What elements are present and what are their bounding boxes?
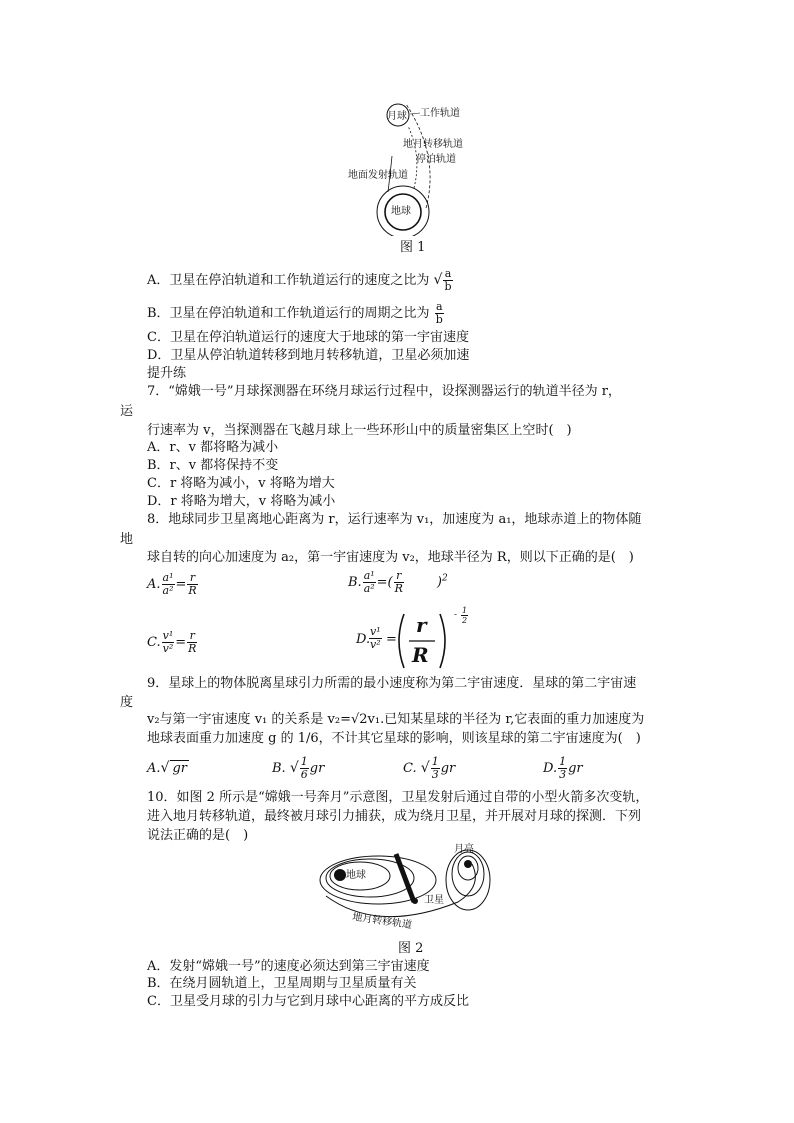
q8-option-a: A. $\frac{\text{a¹}}{\text{a²}}$ = $\frac{r}{R}$ <box>147 571 197 597</box>
q7-stem-line1: 7．“嫦娥一号”月球探测器在环绕月球运行过程中，设探测器运行的轨道半径为 r， <box>147 384 621 399</box>
fig1-launch-orbit-label: 地面发射轨道 <box>348 170 408 181</box>
satellite-orbit-line <box>396 854 414 902</box>
q8-option-b: B. $\frac{\text{a¹}}{\text{a²}}$ =( $\frac{r}{R}$ )$^2$ <box>348 569 448 595</box>
fig2-transfer-orbit-label: 地月转移轨道 <box>351 911 413 932</box>
fig1-moon-label: 月球 <box>387 111 407 122</box>
fig2-satellite-label: 卫星 <box>424 895 444 906</box>
q7-option-a: A．r、v 都将略为减小 <box>147 440 279 455</box>
q6-option-c: C．卫星在停泊轨道运行的速度大于地球的第一宇宙速度 <box>147 330 469 345</box>
q10-option-a: A．发射“嫦娥一号”的速度必须达到第三宇宙速度 <box>147 959 430 974</box>
q7-wrap-char: 运 <box>120 404 134 419</box>
q8-stem-line1: 8．地球同步卫星离地心距离为 r，运行速率为 v₁，加速度为 a₁，地球赤道上的物体随 <box>147 512 642 527</box>
q8-option-c: C. $\frac{\text{v¹}}{\text{v²}}$ = $\frac{r}{R}$ <box>147 629 197 655</box>
q7-option-c: C．r 将略为减小，v 将略为增大 <box>147 476 335 491</box>
q7-option-b: B．r、v 都将保持不变 <box>147 458 279 473</box>
q9-option-c: C. √ $\frac{1}{3}$ gr <box>403 755 456 781</box>
section-heading: 提升练 <box>147 366 187 381</box>
q9-option-b: B. √ $\frac{1}{6}$ gr <box>272 755 325 781</box>
q9-stem-line3: 地球表面重力加速度 g 的 1/6，不计其它星球的影响，则该星球的第二宇宙速度为( ) <box>147 731 641 746</box>
q10-stem-line2: 进入地月转移轨道，最终被月球引力捕获，成为绕月卫星，并开展对月球的探测．下列 <box>147 809 642 824</box>
fig2-moon-label: 月亮 <box>454 844 474 855</box>
q8-wrap-char: 地 <box>120 532 134 547</box>
q9-wrap-char: 度 <box>120 695 134 710</box>
q6-option-d: D．卫星从停泊轨道转移到地月转移轨道，卫星必须加速 <box>147 348 470 363</box>
q10-stem-line1: 10．如图 2 所示是“嫦娥一号奔月”示意图，卫星发射后通过自带的小型火箭多次变轨， <box>147 790 649 805</box>
moon-dot <box>464 860 472 868</box>
fig1-transfer-orbit-label: 地月转移轨道 <box>403 139 463 150</box>
q9-stem-line2: v₂与第一宇宙速度 v₁ 的关系是 v₂=√2v₁.已知某星球的半径为 r,它表面的重力加速度为 <box>147 712 645 727</box>
fig2-earth-label: 地球 <box>346 870 366 881</box>
q9-stem-line1: 9．星球上的物体脱离星球引力所需的最小速度称为第二宇宙速度．星球的第二宇宙速 <box>147 676 637 691</box>
q8-stem-line2: 球自转的向心加速度为 a₂，第一宇宙速度为 v₂，地球半径为 R，则以下正确的是( ) <box>147 550 634 565</box>
q7-option-d: D．r 将略为增大，v 将略为减小 <box>147 494 336 509</box>
q6-option-b: B．卫星在停泊轨道和工作轨道运行的周期之比为 $\frac{a}{b}$ <box>147 300 443 326</box>
q10-option-b: B．在绕月圆轨道上，卫星周期与卫星质量有关 <box>147 976 417 991</box>
fig1-earth-label: 地球 <box>391 206 411 217</box>
earth-dot <box>334 869 346 881</box>
q7-stem-line2: 行速率为 v，当探测器在飞越月球上一些环形山中的质量密集区上空时( ) <box>147 423 572 438</box>
q9-option-a: A.√ gr <box>147 760 187 776</box>
moon-orbit-middle <box>452 852 484 896</box>
q10-option-c: C．卫星受月球的引力与它到月球中心距离的平方成反比 <box>147 994 469 1009</box>
fig1-work-orbit-label: 工作轨道 <box>420 108 460 119</box>
fig1-caption: 图 1 <box>400 240 426 255</box>
fig2-caption: 图 2 <box>398 941 424 956</box>
satellite-dot <box>412 898 418 904</box>
q9-option-d: D. $\frac{1}{3}$ gr <box>543 755 583 781</box>
q6-option-a: A．卫星在停泊轨道和工作轨道运行的速度之比为 √ $\frac{a}{b}$ <box>147 267 452 293</box>
fig1-parking-orbit-label: 停泊轨道 <box>416 154 456 165</box>
q10-stem-line3: 说法正确的是( ) <box>147 828 249 843</box>
